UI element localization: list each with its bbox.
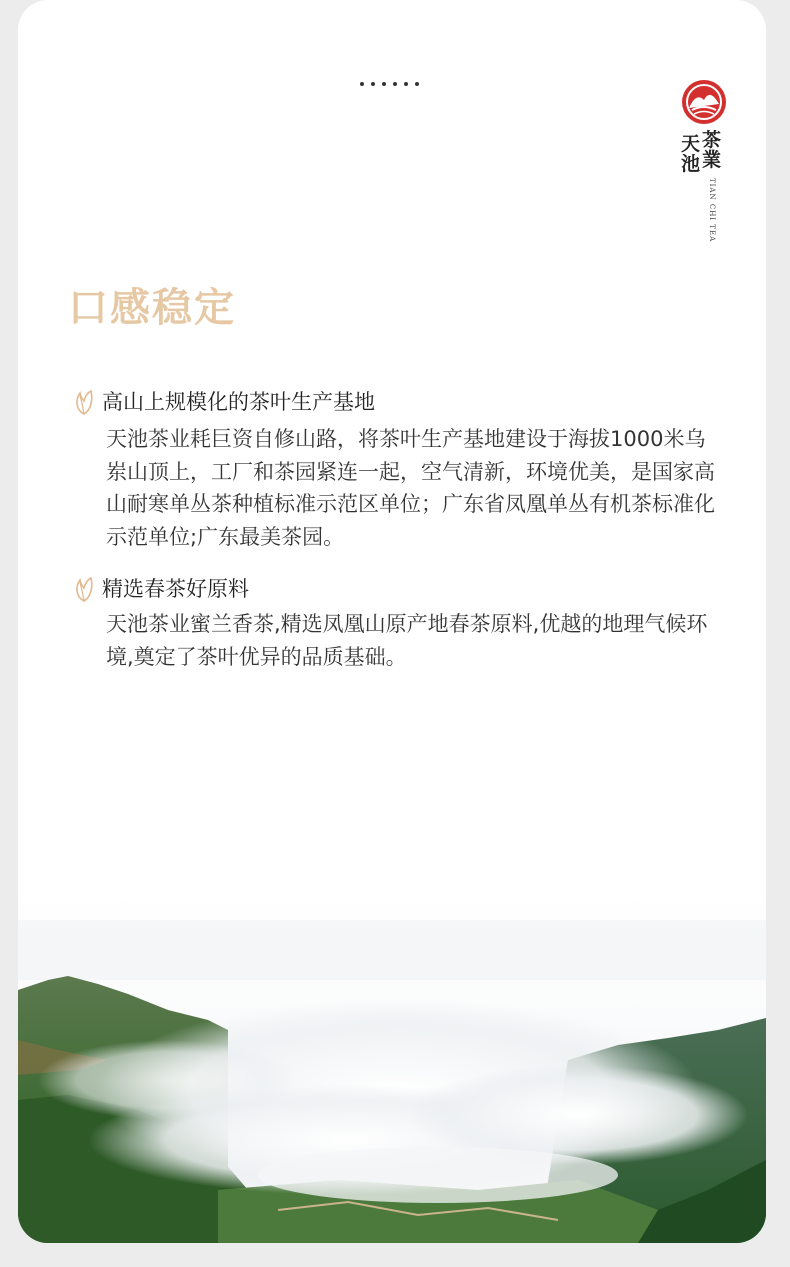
section-title: 精选春茶好原料 [102,577,249,601]
section-title: 高山上规模化的茶叶生产基地 [102,390,375,414]
page-heading: 口感稳定 [68,285,236,331]
tianchi-logo-icon [680,78,728,126]
logo-char: 池 [681,153,701,175]
content-card [18,0,766,1243]
logo-char: 茶 [702,129,722,151]
mountain-mist-photo [18,890,766,1243]
section-title-row [72,574,721,604]
section-title-row [72,387,721,417]
brand-logo [678,78,734,243]
feature-section [72,387,721,553]
tea-leaf-icon [72,388,96,416]
logo-english-name: TIAN CHI TEA [708,178,716,243]
section-body: 天池茶业耗巨资自修山路，将茶叶生产基地建设于海拔1000米乌岽山顶上，工厂和茶园紧连一起，空气清新，环境优美，是国家高山耐寒单丛茶种植标准示范区单位；广东省凤凰单丛有机茶标准化示范单位;广东最美茶园。 [106,427,715,549]
feature-section [72,574,721,673]
logo-chinese-name [678,130,724,174]
logo-char: 天 [681,133,701,155]
logo-char: 業 [702,149,722,171]
section-body: 天池茶业蜜兰香茶,精选凤凰山原产地春茶原料,优越的地理气候环境,奠定了茶叶优异的品质基础。 [106,612,708,669]
decorative-dots [360,82,419,86]
tea-leaf-icon [72,575,96,603]
